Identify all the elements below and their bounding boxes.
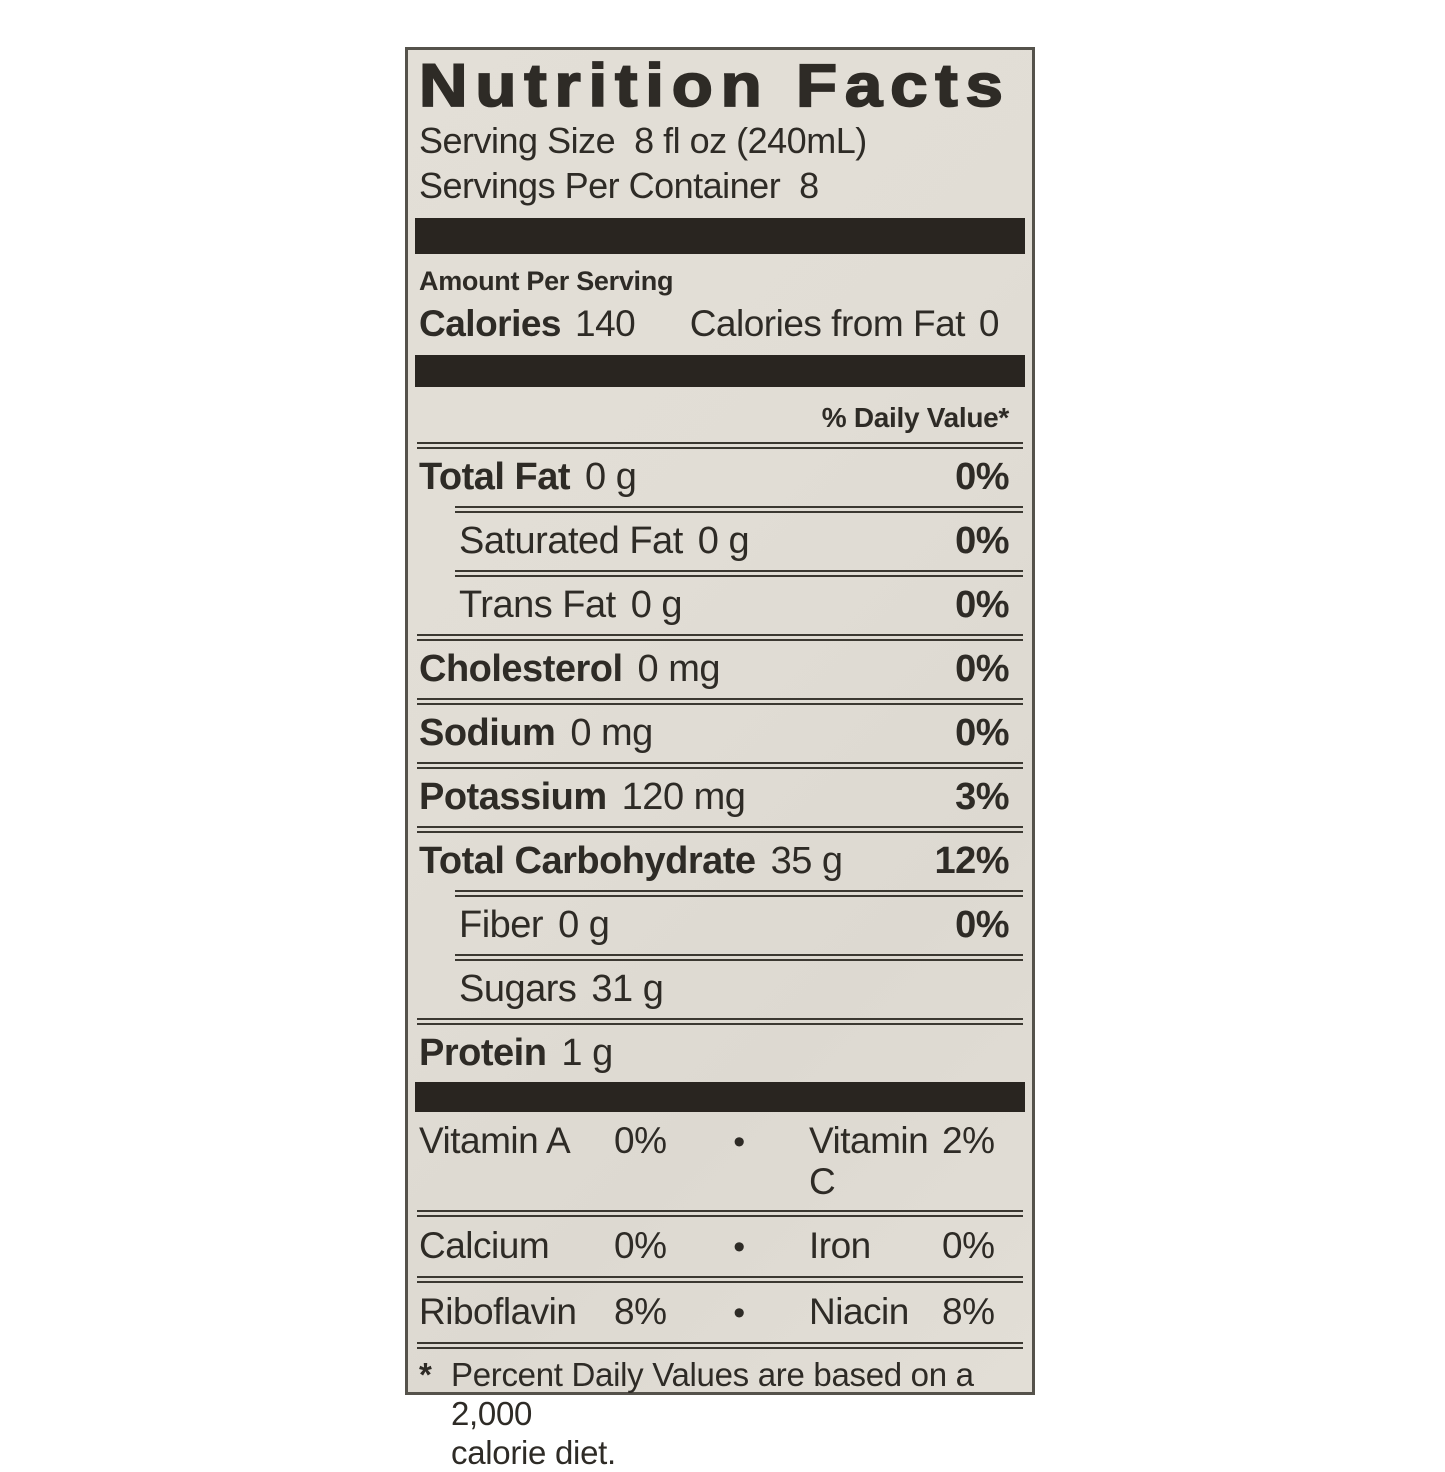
footnote-line1: Percent Daily Values are based on a 2,000 <box>451 1356 974 1432</box>
nutrient-row-cholesterol <box>419 641 1021 698</box>
thick-divider-bar-middle <box>415 355 1025 387</box>
nutrient-name <box>419 713 653 754</box>
row-separator <box>455 570 1023 577</box>
thick-divider-bar-bottom <box>415 1082 1025 1112</box>
nutrient-name <box>419 969 663 1010</box>
nutrient-daily-value: 3% <box>955 776 1009 818</box>
nutrient-amount: 35 g <box>770 840 843 882</box>
nutrient-amount: 0 mg <box>637 648 721 690</box>
nutrient-amount: 1 g <box>561 1032 613 1074</box>
nutrient-amount: 120 mg <box>621 776 746 818</box>
micronutrient-row-calcium <box>419 1217 1021 1276</box>
row-separator <box>417 762 1023 769</box>
micronutrient-right-name: Vitamin C <box>809 1120 929 1202</box>
nutrient-amount: 0 mg <box>570 712 653 754</box>
nutrient-daily-value: 0% <box>955 520 1009 562</box>
row-separator <box>455 890 1023 897</box>
calories-from-fat-value: 0 <box>978 303 999 344</box>
footnote-divider <box>417 1342 1023 1349</box>
nutrient-name <box>419 585 682 626</box>
nutrient-amount: 31 g <box>591 968 664 1010</box>
micronutrient-table <box>419 1112 1021 1342</box>
nutrient-name <box>419 649 720 690</box>
footnote-text <box>451 1355 1021 1472</box>
nutrient-amount: 0 g <box>585 456 637 498</box>
micronutrient-right-value: 0% <box>942 1225 995 1266</box>
row-separator <box>417 634 1023 641</box>
amount-per-serving-label: Amount Per Serving <box>419 266 674 296</box>
nutrient-name-text: Protein <box>419 1032 547 1074</box>
nutrient-name <box>419 777 745 818</box>
row-separator <box>417 698 1023 705</box>
micronutrient-left-value: 8% <box>614 1291 667 1332</box>
micronutrient-left-name: Vitamin A <box>419 1120 571 1161</box>
micronutrient-row-riboflavin <box>419 1283 1021 1342</box>
nutrient-name-text: Sodium <box>419 712 556 754</box>
footnote-marker: * <box>419 1356 432 1393</box>
micronutrient-right-value: 8% <box>942 1291 995 1332</box>
nutrient-row-fiber <box>419 897 1021 954</box>
micronutrient-row-vitamin-a <box>419 1112 1021 1210</box>
row-separator <box>417 1210 1023 1217</box>
nutrient-row-total-carbohydrate <box>419 833 1021 890</box>
row-separator <box>417 1276 1023 1283</box>
nutrient-name-text: Total Fat <box>419 456 571 498</box>
nutrient-amount: 0 g <box>630 584 683 626</box>
row-separator <box>455 506 1023 513</box>
nutrient-row-sodium <box>419 705 1021 762</box>
row-separator <box>417 442 1023 449</box>
nutrition-facts-label <box>405 47 1035 1471</box>
nutrient-amount: 0 g <box>558 904 610 946</box>
calories-value: 140 <box>575 303 636 344</box>
row-separator <box>455 954 1023 961</box>
label-title: Nutrition Facts <box>419 52 1011 119</box>
micronutrient-left-value: 0% <box>614 1120 667 1161</box>
micronutrient-right-name: Niacin <box>809 1291 909 1332</box>
bullet-separator: • <box>733 1228 745 1266</box>
nutrient-name <box>419 841 843 882</box>
calories-row <box>419 297 1021 355</box>
nutrient-daily-value: 0% <box>955 712 1009 754</box>
calories-from-fat-label: Calories from Fat <box>689 303 965 344</box>
nutrient-table <box>419 442 1021 1082</box>
serving-size-line: Serving Size 8 fl oz (240mL) <box>419 120 867 161</box>
nutrient-row-total-fat <box>419 449 1021 506</box>
thick-divider-bar-top <box>415 218 1025 254</box>
footnote-line2: calorie diet. <box>451 1434 616 1471</box>
nutrient-name <box>419 905 609 946</box>
calories-left <box>419 303 635 345</box>
nutrient-name-text: Fiber <box>459 904 544 946</box>
nutrient-row-trans-fat <box>419 577 1021 634</box>
micronutrient-left-name: Calcium <box>419 1225 550 1266</box>
servings-per-container-line: Servings Per Container 8 <box>419 165 819 206</box>
nutrient-daily-value: 0% <box>955 648 1009 690</box>
calories-from-fat <box>690 303 999 345</box>
row-separator <box>417 1018 1023 1025</box>
nutrient-name <box>419 521 749 562</box>
nutrient-row-saturated-fat <box>419 513 1021 570</box>
nutrient-row-sugars <box>419 961 1021 1018</box>
bullet-separator: • <box>733 1123 745 1161</box>
micronutrient-left-value: 0% <box>614 1225 667 1266</box>
nutrient-row-potassium <box>419 769 1021 826</box>
micronutrient-left-name: Riboflavin <box>419 1291 577 1332</box>
nutrient-name <box>419 457 636 498</box>
row-separator <box>417 826 1023 833</box>
nutrient-name-text: Saturated Fat <box>459 520 683 562</box>
nutrient-name-text: Trans Fat <box>459 584 616 626</box>
micronutrient-right-value: 2% <box>942 1120 995 1161</box>
nutrient-row-protein <box>419 1025 1021 1082</box>
nutrient-daily-value: 0% <box>955 904 1009 946</box>
nutrient-name <box>419 1033 613 1074</box>
bullet-separator: • <box>733 1294 745 1332</box>
footnote <box>419 1349 1021 1472</box>
nutrient-name-text: Cholesterol <box>419 648 623 690</box>
nutrient-daily-value: 0% <box>955 584 1009 626</box>
daily-value-header: % Daily Value* <box>821 402 1009 433</box>
nutrient-daily-value: 0% <box>955 456 1009 498</box>
nutrient-daily-value: 12% <box>934 840 1009 882</box>
nutrient-amount: 0 g <box>697 520 750 562</box>
micronutrient-right-name: Iron <box>809 1225 871 1266</box>
calories-label: Calories <box>419 303 562 344</box>
nutrient-name-text: Sugars <box>459 968 577 1010</box>
nutrient-name-text: Total Carbohydrate <box>419 840 756 882</box>
nutrient-name-text: Potassium <box>419 776 607 818</box>
